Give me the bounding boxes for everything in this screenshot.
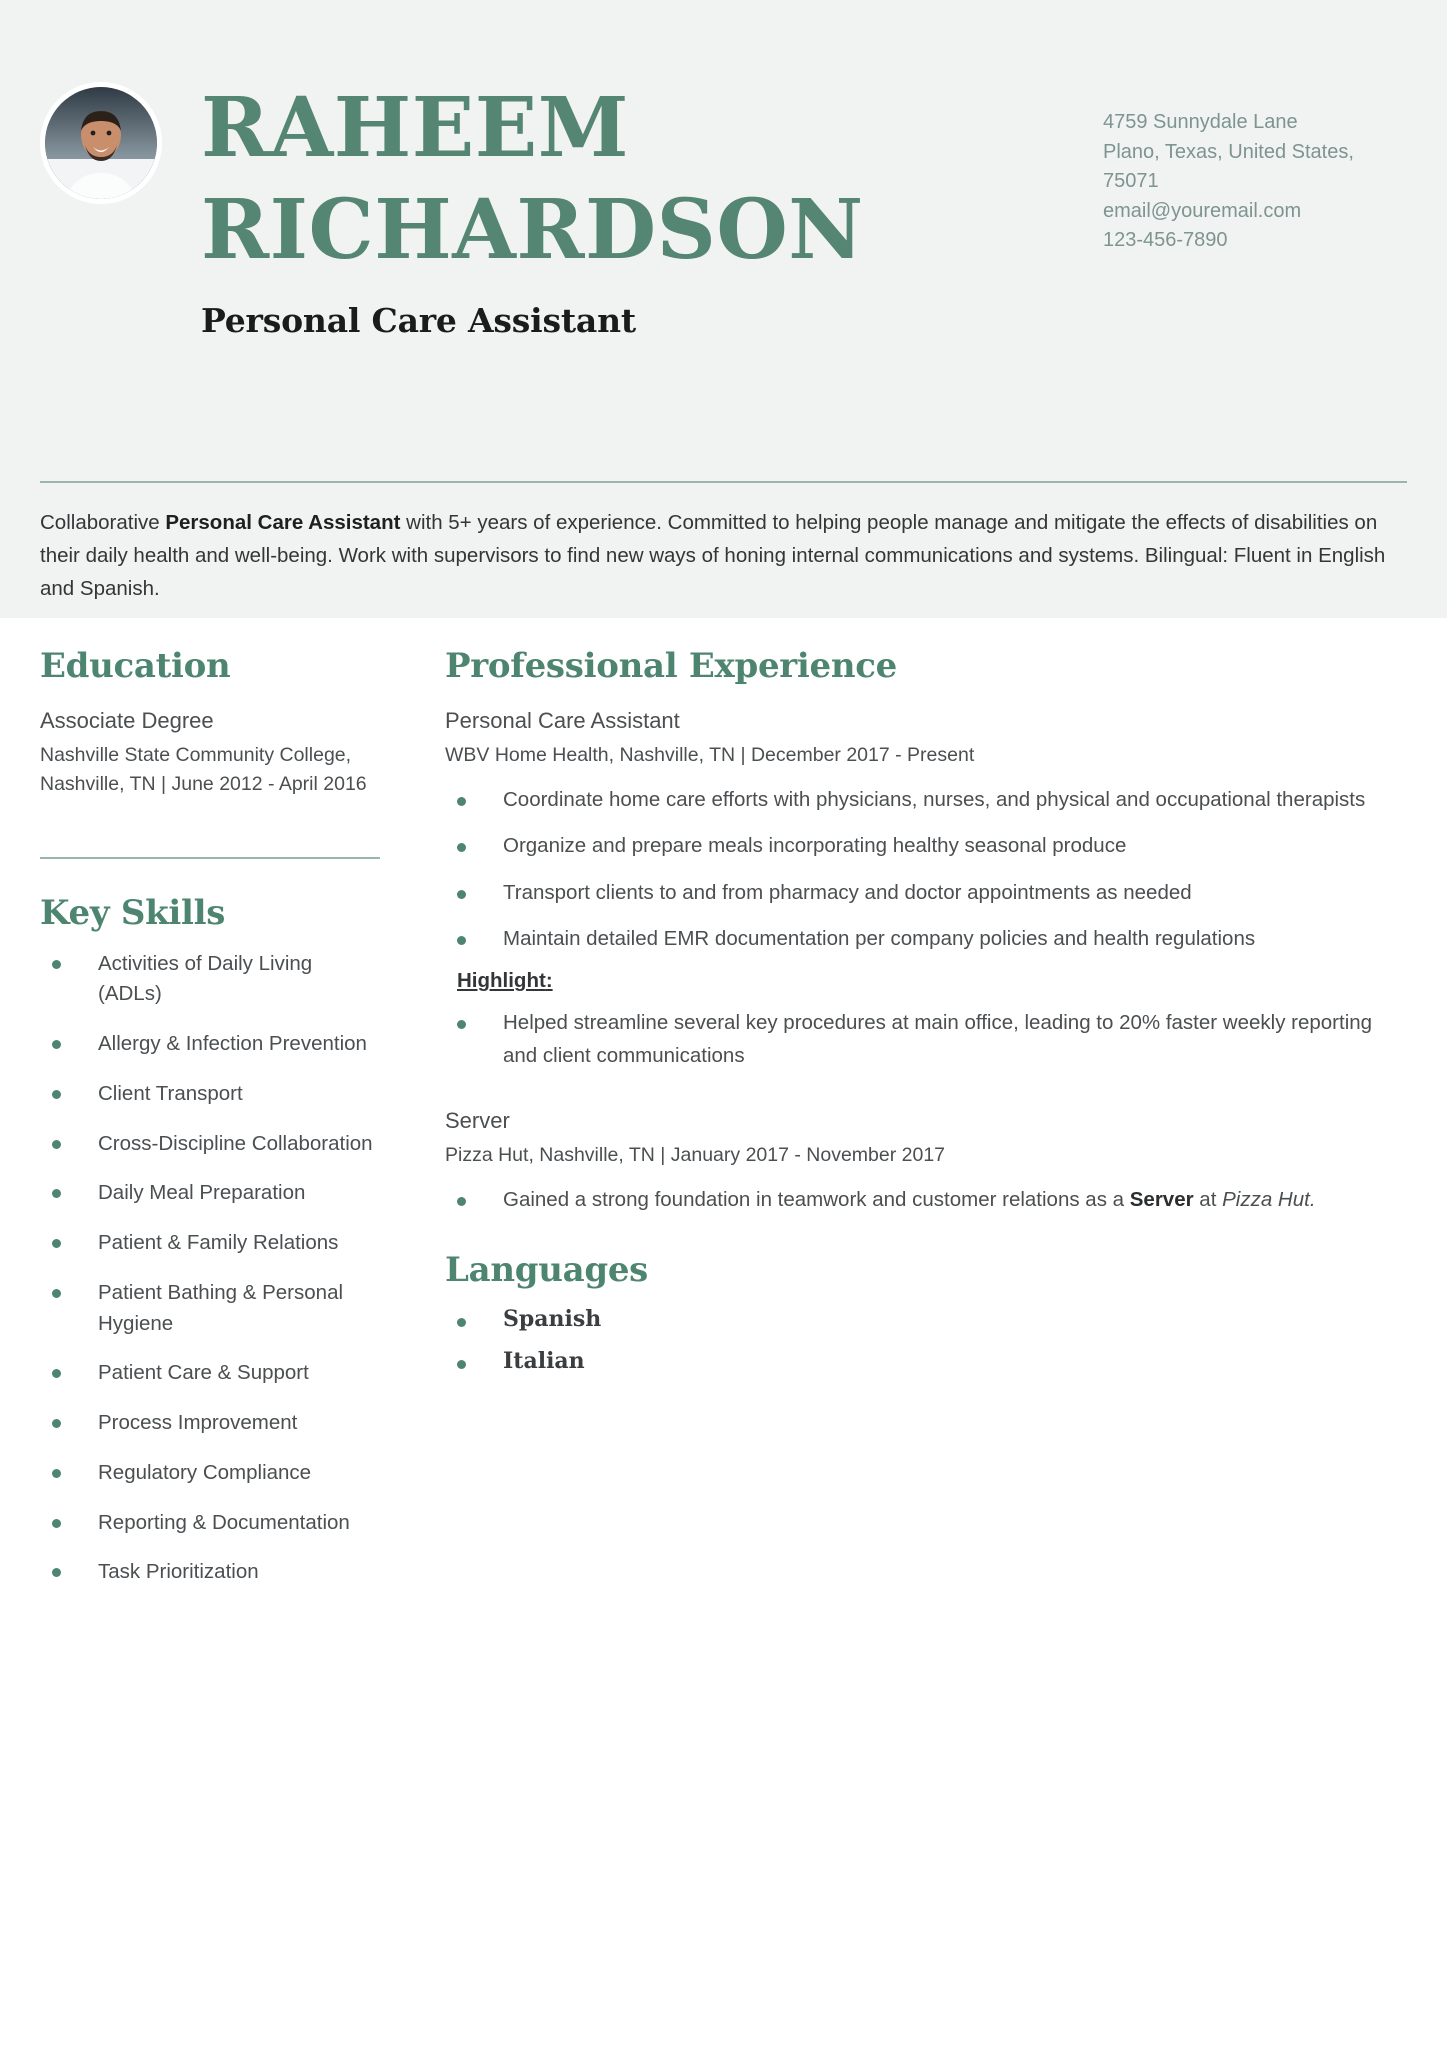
- full-name: [201, 78, 961, 281]
- experience-role: Personal Care Assistant: [445, 708, 680, 733]
- left-column-divider: [40, 857, 380, 859]
- languages-list: [445, 1306, 1407, 1374]
- contact-phone[interactable]: 123-456-7890: [1103, 229, 1228, 252]
- highlight-label-colon: :: [545, 969, 553, 993]
- list-item: [445, 1184, 1407, 1216]
- list-item: Patient & Family Relations: [40, 1228, 380, 1259]
- languages-section: [445, 1250, 1407, 1374]
- summary-paragraph: [40, 506, 1407, 606]
- key-skills-section: [40, 893, 380, 1589]
- list-item: Regulatory Compliance: [40, 1458, 380, 1489]
- list-item: Allergy & Infection Prevention: [40, 1029, 380, 1060]
- education-entry: [40, 708, 380, 799]
- left-column: [40, 646, 380, 1607]
- list-item: Organize and prepare meals incorporating healthy seasonal produce: [445, 830, 1407, 862]
- experience-section: [445, 646, 1407, 1216]
- summary-bold-role: Personal Care Assistant: [165, 511, 401, 534]
- bullet-part-1: Gained a strong foundation in teamwork and customer relations as a: [503, 1187, 1130, 1211]
- list-item: Daily Meal Preparation: [40, 1178, 380, 1209]
- experience-entry-1: [445, 708, 1407, 1072]
- education-section: [40, 646, 380, 799]
- highlight-label: [457, 969, 1407, 993]
- list-item: Spanish: [445, 1306, 1407, 1332]
- resume-body: [0, 646, 1447, 1607]
- bullet-bold-role: Server: [1129, 1187, 1194, 1211]
- list-item: Client Transport: [40, 1079, 380, 1110]
- contact-block: [1103, 108, 1403, 256]
- list-item: Maintain detailed EMR documentation per company policies and health regulations: [445, 923, 1407, 955]
- contact-email[interactable]: email@youremail.com: [1103, 199, 1302, 222]
- summary-part-1: Collaborative: [40, 511, 166, 534]
- key-skills-list: [40, 949, 380, 1589]
- name-line-1: RAHEEM: [201, 80, 630, 176]
- contact-address-line-1: 4759 Sunnydale Lane: [1103, 111, 1298, 133]
- list-item: Process Improvement: [40, 1408, 380, 1439]
- summary-part-2: with 5+ years of experience. Committed to helping people manage and mitigate the effects of disabilities on their daily health and well-being. Work with supervisors to find new ways of honing internal communications and systems. Bilingual: Fluent in English and Spanish.: [40, 511, 1386, 601]
- list-item: Reporting & Documentation: [40, 1508, 380, 1539]
- education-degree: Associate Degree: [40, 708, 214, 733]
- list-item: Patient Care & Support: [40, 1358, 380, 1389]
- languages-title: Languages: [445, 1250, 649, 1291]
- list-item: Italian: [445, 1348, 1407, 1374]
- right-column: [445, 646, 1407, 1390]
- avatar: [45, 87, 157, 199]
- experience-role: Server: [445, 1108, 510, 1134]
- list-item: Cross-Discipline Collaboration: [40, 1129, 380, 1160]
- experience-bullet-list: [445, 784, 1407, 956]
- education-title: Education: [40, 646, 231, 686]
- name-line-2: RICHARDSON: [201, 181, 864, 278]
- experience-title: Professional Experience: [445, 646, 898, 686]
- list-item: Task Prioritization: [40, 1557, 380, 1588]
- contact-address-line-2: Plano, Texas, United States,: [1103, 140, 1354, 163]
- list-item: Patient Bathing & Personal Hygiene: [40, 1278, 380, 1340]
- job-title: Personal Care Assistant: [201, 301, 636, 341]
- list-item: Activities of Daily Living (ADLs): [40, 949, 380, 1011]
- list-item: Transport clients to and from pharmacy and doctor appointments as needed: [445, 877, 1407, 909]
- experience-entry-2: [445, 1108, 1407, 1216]
- highlight-label-text: Highlight: [457, 969, 546, 993]
- bullet-part-2: at: [1193, 1187, 1223, 1211]
- experience-meta: Pizza Hut, Nashville, TN | January 2017 - November 2017: [445, 1144, 946, 1167]
- contact-postal-code: 75071: [1103, 170, 1159, 193]
- key-skills-title: Key Skills: [40, 892, 226, 933]
- list-item: Coordinate home care efforts with physicians, nurses, and physical and occupational therapists: [445, 784, 1407, 816]
- experience-bullet-list: [445, 1184, 1407, 1216]
- experience-highlight-list: [445, 1007, 1407, 1072]
- experience-meta: WBV Home Health, Nashville, TN | December 2017 - Present: [445, 744, 975, 766]
- bullet-italic-company: Pizza Hut.: [1222, 1187, 1316, 1211]
- profile-photo-icon: [45, 87, 157, 199]
- list-item: Helped streamline several key procedures at main office, leading to 20% faster weekly reporting and client communications: [445, 1007, 1407, 1072]
- header-divider: [40, 481, 1407, 483]
- education-detail: Nashville State Community College, Nashville, TN | June 2012 - April 2016: [40, 744, 367, 795]
- resume-header: [0, 0, 1447, 618]
